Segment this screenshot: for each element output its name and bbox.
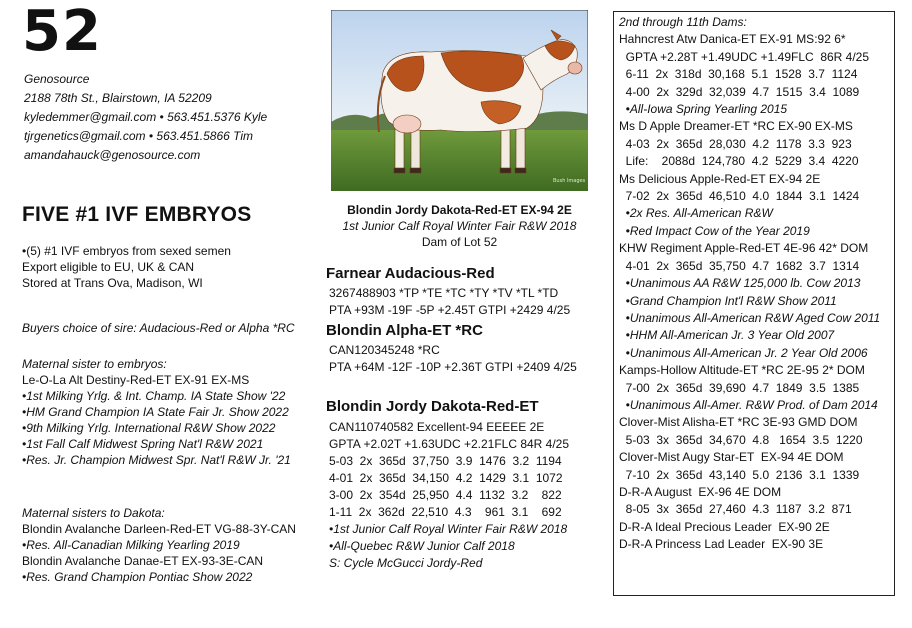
pedigree-line: Clover-Mist Alisha-ET *RC 3E-93 GMD DOM bbox=[619, 415, 858, 430]
pedigree-heading: 2nd through 11th Dams: bbox=[619, 15, 747, 29]
dam-details bbox=[329, 419, 569, 572]
embryo-info-line: Stored at Trans Ova, Madison, WI bbox=[22, 276, 203, 290]
lactation-record: 4-01 2x 365d 34,150 4.2 1429 3.1 1072 bbox=[329, 471, 563, 485]
sire-details bbox=[329, 285, 570, 319]
sire-id-line: CAN120345248 *RC bbox=[329, 343, 440, 357]
award-note: •All-Quebec R&W Junior Calf 2018 bbox=[329, 539, 515, 553]
sister-name: Blondin Avalanche Danae-ET EX-93-3E-CAN bbox=[22, 554, 264, 568]
award-note: •1st Milking Yrlg. & Int. Champ. IA State Show '22 bbox=[22, 389, 286, 403]
pedigree-line: 5-03 3x 365d 34,670 4.8 1654 3.5 1220 bbox=[619, 432, 863, 447]
embryo-info-line: Export eligible to EU, UK & CAN bbox=[22, 260, 195, 274]
contact-email-amanda[interactable]: amandahauck@genosource.com bbox=[24, 148, 201, 162]
pedigree-line: 4-01 2x 365d 35,750 4.7 1682 3.7 1314 bbox=[619, 258, 860, 273]
contact-line-tim[interactable]: tjrgenetics@gmail.com • 563.451.5866 Tim bbox=[24, 129, 254, 143]
pedigree-line: 4-03 2x 365d 28,030 4.2 1178 3.3 923 bbox=[619, 136, 852, 151]
contact-line-kyle[interactable]: kyledemmer@gmail.com • 563.451.5376 Kyle bbox=[24, 110, 268, 124]
headline: FIVE #1 IVF EMBRYOS bbox=[22, 203, 252, 226]
pedigree-award: •2x Res. All-American R&W bbox=[619, 206, 773, 221]
section-heading: Maternal sisters to Dakota: bbox=[22, 506, 165, 520]
award-note: •9th Milking Yrlg. International R&W Show 2022 bbox=[22, 421, 276, 435]
pedigree-line: 7-10 2x 365d 43,140 5.0 2136 3.1 1339 bbox=[619, 467, 860, 482]
sire-id-line: 3267488903 *TP *TE *TC *TY *TV *TL *TD bbox=[329, 286, 559, 300]
pedigree-award: •All-Iowa Spring Yearling 2015 bbox=[619, 102, 788, 117]
embryo-info-line: •(5) #1 IVF embryos from sexed semen bbox=[22, 244, 231, 258]
pedigree-lines bbox=[619, 14, 880, 554]
pedigree-line: D-R-A August EX-96 4E DOM bbox=[619, 484, 782, 499]
sire-name: Blondin Alpha-ET *RC bbox=[326, 322, 483, 339]
caption-role: Dam of Lot 52 bbox=[421, 235, 498, 249]
pedigree-line: GPTA +2.28T +1.49UDC +1.49FLC 86R 4/25 bbox=[619, 49, 870, 64]
pedigree-line: 6-11 2x 318d 30,168 5.1 1528 3.7 1124 bbox=[619, 67, 858, 82]
pedigree-line: Clover-Mist Augy Star-ET EX-94 4E DOM bbox=[619, 450, 844, 465]
pedigree-award: •Unanimous AA R&W 125,000 lb. Cow 2013 bbox=[619, 276, 861, 291]
pedigree-award: •Grand Champion Int'l R&W Show 2011 bbox=[619, 293, 837, 308]
pedigree-line: Hahncrest Atw Danica-ET EX-91 MS:92 6* bbox=[619, 32, 846, 47]
pedigree-line: Kamps-Hollow Altitude-ET *RC 2E-95 2* DOM bbox=[619, 363, 865, 378]
pedigree-line: D-R-A Ideal Precious Leader EX-90 2E bbox=[619, 519, 830, 534]
award-note: •HM Grand Champion IA State Fair Jr. Show 2022 bbox=[22, 405, 289, 419]
sire-pta: PTA +64M -12F -10P +2.36T GTPI +2409 4/25 bbox=[329, 360, 577, 374]
pedigree-award: •Unanimous All-American R&W Aged Cow 2011 bbox=[619, 310, 881, 325]
pedigree-line: KHW Regiment Apple-Red-ET 4E-96 42* DOM bbox=[619, 241, 869, 256]
lactation-record: 3-00 2x 354d 25,950 4.4 1132 3.2 822 bbox=[329, 488, 562, 502]
address: 2188 78th St., Blairstown, IA 52209 bbox=[24, 91, 212, 105]
sire-of-dam: S: Cycle McGucci Jordy-Red bbox=[329, 556, 483, 570]
pedigree-award: •Unanimous All-Amer. R&W Prod. of Dam 2014 bbox=[619, 397, 878, 412]
dam-id-line: CAN110740582 Excellent-94 EEEEE 2E bbox=[329, 420, 545, 434]
caption-award: 1st Junior Calf Royal Winter Fair R&W 2018 bbox=[342, 219, 577, 233]
dam-name: Blondin Jordy Dakota-Red-ET bbox=[326, 398, 539, 415]
sister-name: Blondin Avalanche Darleen-Red-ET VG-88-3Y-CAN bbox=[22, 522, 296, 536]
award-note: •Res. Jr. Champion Midwest Spr. Nat'l R&W Jr. '21 bbox=[22, 453, 291, 467]
lot-number: 52 bbox=[22, 0, 102, 64]
pedigree-line: Ms D Apple Dreamer-ET *RC EX-90 EX-MS bbox=[619, 119, 853, 134]
pedigree-line: 4-00 2x 329d 32,039 4.7 1515 3.4 1089 bbox=[619, 84, 860, 99]
company-name: Genosource bbox=[24, 72, 90, 86]
maternal-sister-section bbox=[22, 356, 291, 468]
pedigree-award: •Unanimous All-American Jr. 2 Year Old 2006 bbox=[619, 345, 868, 360]
pedigree-line: 7-02 2x 365d 46,510 4.0 1844 3.1 1424 bbox=[619, 189, 860, 204]
dam-lines-container bbox=[619, 31, 880, 553]
lactation-record: 1-11 2x 362d 22,510 4.3 961 3.1 692 bbox=[329, 505, 562, 519]
caption-name: Blondin Jordy Dakota-Red-ET EX-94 2E bbox=[347, 203, 572, 217]
cow-photo bbox=[331, 10, 588, 191]
maternal-sisters-dakota-section bbox=[22, 505, 296, 585]
award-note: •Res. Grand Champion Pontiac Show 2022 bbox=[22, 570, 253, 584]
sire-pta: PTA +93M -19F -5P +2.45T GTPI +2429 4/25 bbox=[329, 303, 571, 317]
buyers-choice: Buyers choice of sire: Audacious-Red or Alpha *RC bbox=[22, 321, 295, 335]
pedigree-line: Ms Delicious Apple-Red-ET EX-94 2E bbox=[619, 171, 821, 186]
pedigree-line: Life: 2088d 124,780 4.2 5229 3.4 4220 bbox=[619, 154, 859, 169]
dam-gpta: GPTA +2.02T +1.63UDC +2.21FLC 84R 4/25 bbox=[329, 437, 570, 451]
photo-caption bbox=[331, 202, 588, 250]
section-heading: Maternal sister to embryos: bbox=[22, 357, 167, 371]
pedigree-award: •Red Impact Cow of the Year 2019 bbox=[619, 223, 810, 238]
contact-block bbox=[24, 70, 267, 165]
pedigree-line: 8-05 3x 365d 27,460 4.3 1187 3.2 871 bbox=[619, 502, 852, 517]
sire-name: Farnear Audacious-Red bbox=[326, 265, 495, 282]
pedigree-award: •HHM All-American Jr. 3 Year Old 2007 bbox=[619, 328, 835, 343]
award-note: •1st Junior Calf Royal Winter Fair R&W 2018 bbox=[329, 522, 568, 536]
award-note: •Res. All-Canadian Milking Yearling 2019 bbox=[22, 538, 240, 552]
embryo-info bbox=[22, 243, 231, 291]
lactation-record: 5-03 2x 365d 37,750 3.9 1476 3.2 1194 bbox=[329, 454, 562, 468]
pedigree-line: 7-00 2x 365d 39,690 4.7 1849 3.5 1385 bbox=[619, 380, 860, 395]
sister-name: Le-O-La Alt Destiny-Red-ET EX-91 EX-MS bbox=[22, 373, 250, 387]
photo-credit: Bush Images bbox=[553, 178, 586, 184]
sire-details bbox=[329, 342, 577, 376]
pedigree-line: D-R-A Princess Lad Leader EX-90 3E bbox=[619, 537, 824, 552]
award-note: •1st Fall Calf Midwest Spring Nat'l R&W 2021 bbox=[22, 437, 264, 451]
